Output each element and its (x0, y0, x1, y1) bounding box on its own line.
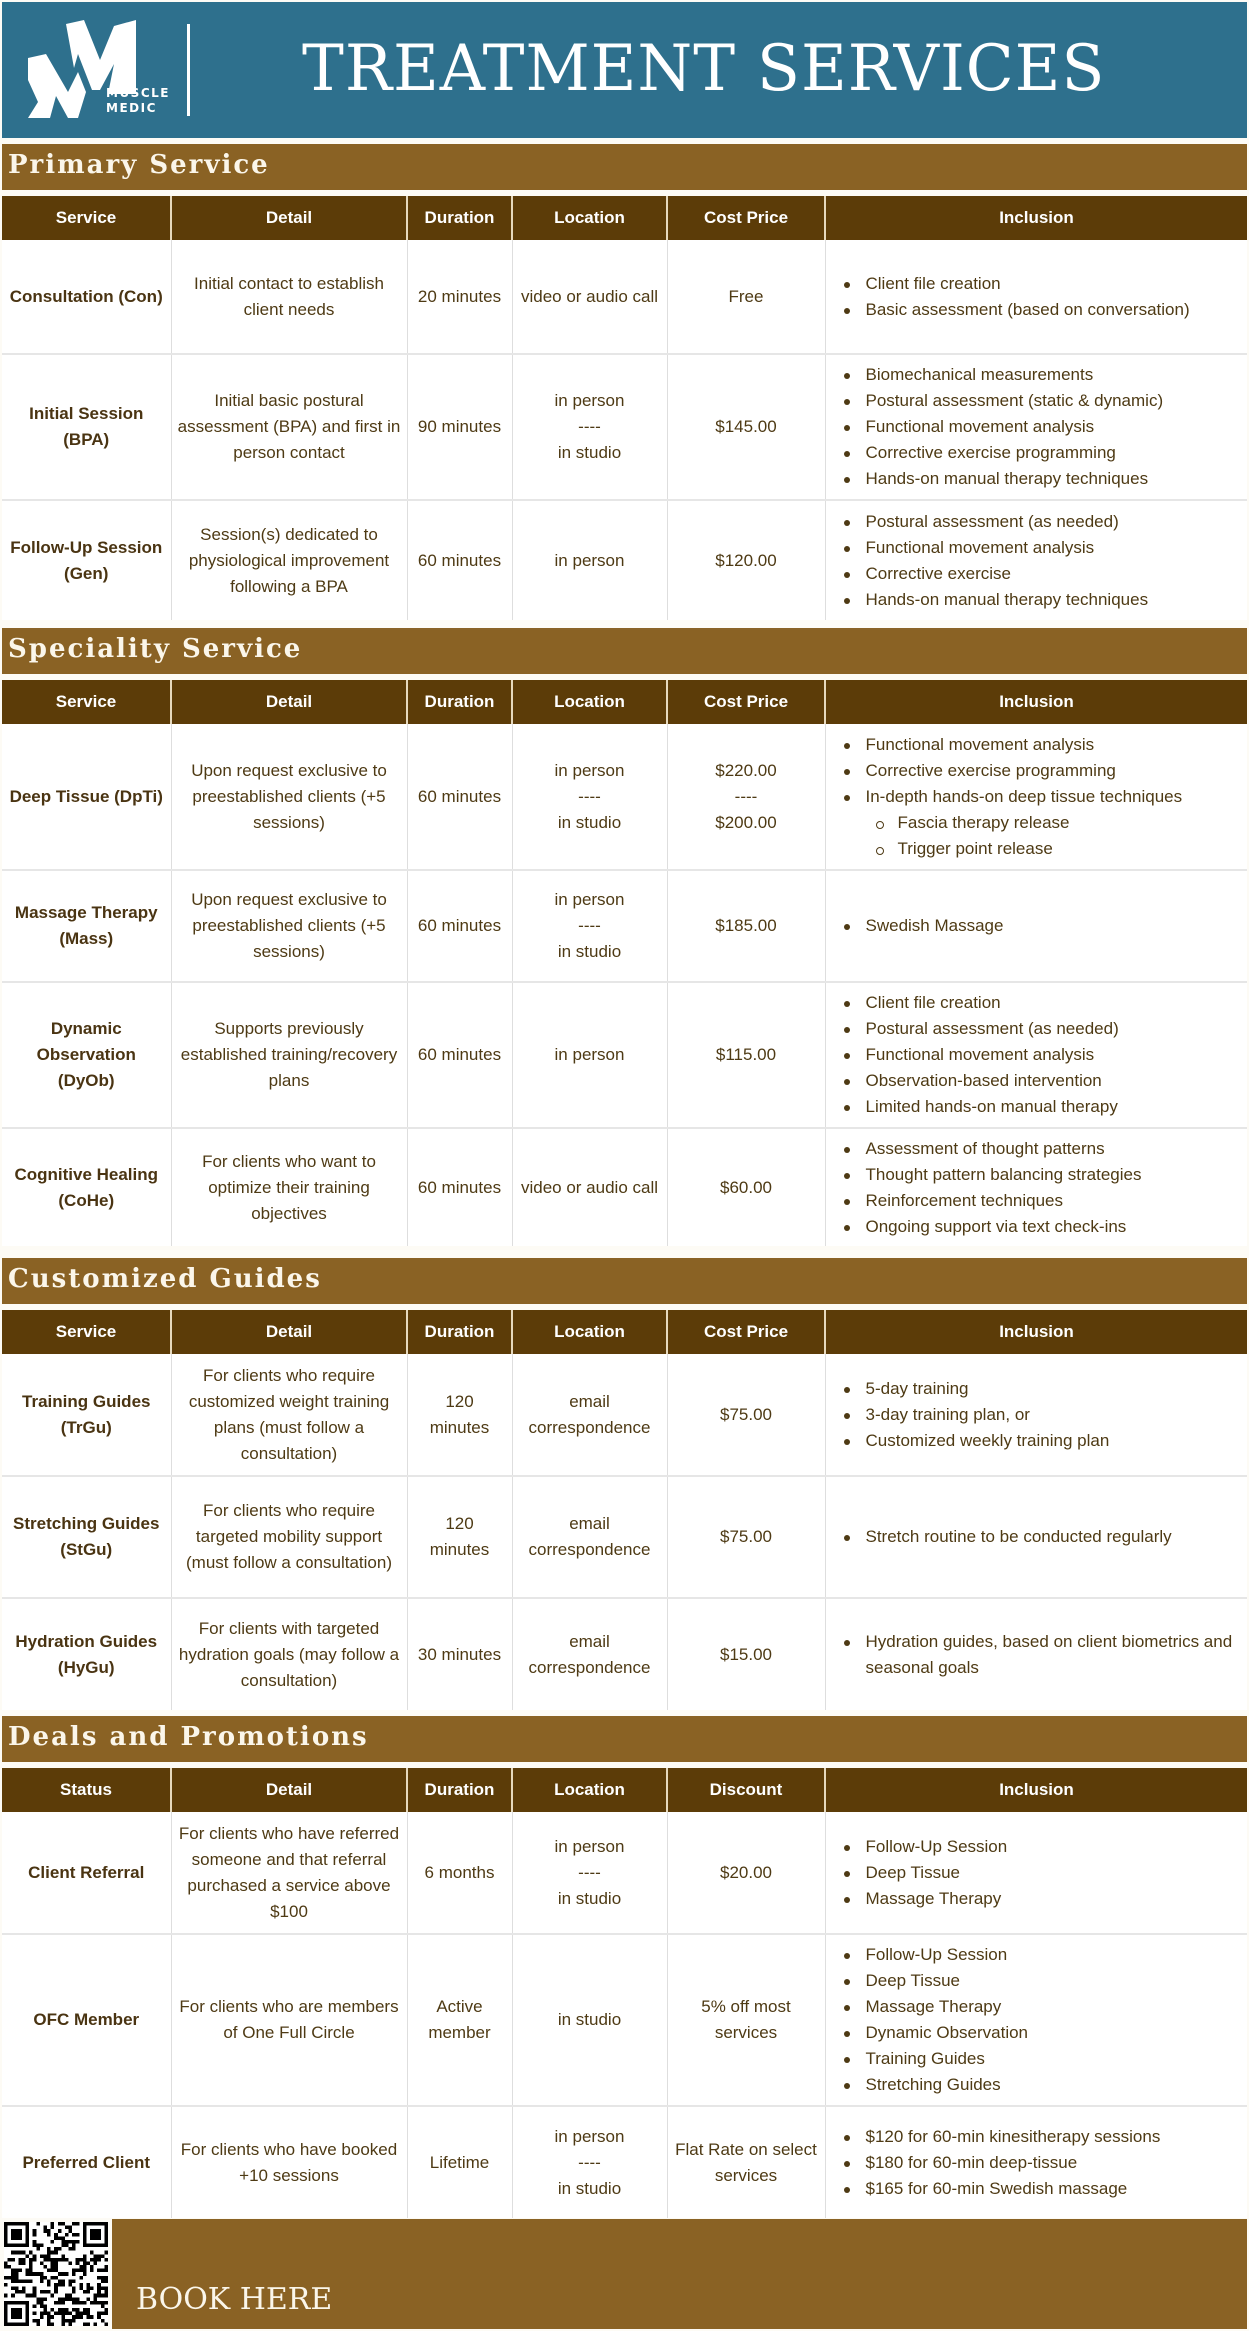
inclusion-item: Client file creation (840, 990, 1242, 1016)
location-line: video or audio call (520, 1177, 659, 1197)
service-name: OFC Member (2, 1934, 171, 2106)
inclusion-item: 5-day training (840, 1376, 1242, 1402)
location-line: in person (554, 1045, 625, 1064)
services-table (2, 1310, 1247, 1710)
services-table (2, 680, 1247, 1246)
location-line: ---- (578, 1862, 601, 1882)
inclusion-item: Stretching Guides (840, 2072, 1242, 2098)
location-line: in person (554, 2126, 625, 2146)
location-line: in person (554, 550, 625, 570)
services-table (2, 1768, 1247, 2218)
table-row (2, 870, 1247, 982)
inclusion-item: Functional movement analysis (840, 535, 1242, 561)
inclusion-list (840, 1629, 1242, 1681)
location-line: in studio (557, 1888, 622, 1908)
location-line: in studio (557, 443, 622, 462)
table-row (2, 1128, 1247, 1246)
column-header: Detail (171, 196, 407, 240)
column-header: Location (512, 196, 667, 240)
location-line: email correspondence (528, 1514, 651, 1559)
inclusion-list (840, 732, 1242, 862)
location-line: in person (554, 890, 625, 909)
location-line: email correspondence (528, 1631, 651, 1677)
service-price (667, 982, 825, 1128)
inclusion-item: Reinforcement techniques (840, 1188, 1242, 1214)
service-price (667, 2106, 825, 2218)
inclusion-list (840, 990, 1242, 1120)
service-location (512, 1128, 667, 1246)
service-name: Cognitive Healing (CoHe) (2, 1128, 171, 1246)
column-header: Duration (407, 1310, 512, 1354)
service-location (512, 1354, 667, 1476)
column-header: Inclusion (825, 196, 1247, 240)
inclusion-item: Corrective exercise programming (840, 440, 1242, 466)
service-name: Dynamic Observation (DyOb) (2, 982, 171, 1128)
inclusion-list (840, 1834, 1242, 1912)
inclusion-item: Observation-based intervention (840, 1068, 1242, 1094)
inclusion-item: Follow-Up Session (840, 1834, 1242, 1860)
inclusion-item: Hydration guides, based on client biometrics and seasonal goals (840, 1629, 1242, 1681)
price-line: Free (728, 286, 764, 306)
column-header: Location (512, 1768, 667, 1812)
inclusion-subitem: Fascia therapy release (840, 810, 1242, 836)
inclusion-item: Functional movement analysis (840, 414, 1242, 440)
service-location (512, 1812, 667, 1934)
section-title: Customized Guides (8, 1264, 322, 1294)
service-duration: 30 minutes (407, 1598, 512, 1710)
column-header: Duration (407, 1768, 512, 1812)
location-line: in person (554, 1836, 625, 1856)
price-line: $60.00 (720, 1177, 772, 1197)
book-here-banner[interactable] (112, 2219, 1247, 2329)
service-location (512, 724, 667, 870)
column-header: Detail (171, 1310, 407, 1354)
table-row (2, 354, 1247, 500)
service-detail: For clients who require customized weight training plans (must follow a consultation) (171, 1354, 407, 1476)
location-line: video or audio call (520, 286, 659, 306)
location-line: in studio (557, 2010, 622, 2029)
service-inclusions (825, 2106, 1247, 2218)
column-header: Inclusion (825, 1310, 1247, 1354)
service-detail: For clients who have booked +10 sessions (171, 2106, 407, 2218)
service-detail: Initial basic postural assessment (BPA) and first in person contact (171, 354, 407, 500)
price-line: $185.00 (715, 916, 777, 935)
column-header: Location (512, 680, 667, 724)
service-location (512, 500, 667, 620)
section-title-bar (2, 1258, 1247, 1304)
column-header: Service (2, 1310, 171, 1354)
service-price (667, 724, 825, 870)
logo-divider (187, 24, 190, 116)
service-name: Hydration Guides (HyGu) (2, 1598, 171, 1710)
column-header: Status (2, 1768, 171, 1812)
inclusion-item: Swedish Massage (840, 913, 1242, 939)
service-location (512, 1934, 667, 2106)
service-name: Consultation (Con) (2, 240, 171, 354)
location-line: in studio (557, 2178, 622, 2198)
brand-line-2: MEDIC (106, 101, 157, 115)
service-price (667, 240, 825, 354)
price-line: $200.00 (715, 812, 777, 832)
service-detail: For clients who require targeted mobility support (must follow a consultation) (171, 1476, 407, 1598)
inclusion-list (840, 509, 1242, 613)
service-location (512, 240, 667, 354)
price-line: $75.00 (720, 1527, 772, 1546)
price-line: $75.00 (720, 1404, 772, 1424)
service-duration: 60 minutes (407, 500, 512, 620)
service-detail: For clients with targeted hydration goals (may follow a consultation) (171, 1598, 407, 1710)
service-inclusions (825, 870, 1247, 982)
table-row (2, 1354, 1247, 1476)
column-header: Location (512, 1310, 667, 1354)
column-header: Inclusion (825, 1768, 1247, 1812)
service-price (667, 1598, 825, 1710)
location-line: ---- (578, 417, 601, 436)
column-header: Cost Price (667, 680, 825, 724)
inclusion-item: Hands-on manual therapy techniques (840, 587, 1242, 613)
inclusion-item: Ongoing support via text check-ins (840, 1214, 1242, 1240)
inclusion-item: In-depth hands-on deep tissue techniques (840, 784, 1242, 810)
book-here-link[interactable]: BOOK HERE (136, 2282, 333, 2317)
inclusion-item: Thought pattern balancing strategies (840, 1162, 1242, 1188)
price-line: Flat Rate on select services (675, 2139, 817, 2185)
inclusion-item: Assessment of thought patterns (840, 1136, 1242, 1162)
service-duration: 60 minutes (407, 1128, 512, 1246)
inclusion-list (840, 1942, 1242, 2098)
column-header: Cost Price (667, 196, 825, 240)
price-line: 5% off most services (701, 1997, 791, 2042)
section-title: Primary Service (8, 150, 270, 180)
service-detail: For clients who want to optimize their training objectives (171, 1128, 407, 1246)
table-row (2, 2106, 1247, 2218)
table-header-row (2, 196, 1247, 240)
service-inclusions (825, 1598, 1247, 1710)
column-header: Duration (407, 196, 512, 240)
inclusion-item: Postural assessment (static & dynamic) (840, 388, 1242, 414)
location-line: ---- (578, 916, 601, 935)
service-price (667, 1812, 825, 1934)
column-header: Discount (667, 1768, 825, 1812)
inclusion-subitem: Trigger point release (840, 836, 1242, 862)
inclusion-list (840, 362, 1242, 492)
table-header-row (2, 1310, 1247, 1354)
table-row (2, 500, 1247, 620)
service-duration: 6 months (407, 1812, 512, 1934)
service-name: Stretching Guides (StGu) (2, 1476, 171, 1598)
location-line: ---- (578, 2152, 601, 2172)
service-price (667, 1934, 825, 2106)
service-duration: 120 minutes (407, 1476, 512, 1598)
price-line: $20.00 (720, 1862, 772, 1882)
service-name: Follow-Up Session (Gen) (2, 500, 171, 620)
location-line: in studio (557, 942, 622, 961)
inclusion-item: Corrective exercise programming (840, 758, 1242, 784)
price-line: $15.00 (720, 1644, 772, 1664)
service-detail: Supports previously established training/recovery plans (171, 982, 407, 1128)
service-price (667, 1354, 825, 1476)
service-inclusions (825, 1812, 1247, 1934)
inclusion-list (840, 271, 1242, 323)
inclusion-item: Biomechanical measurements (840, 362, 1242, 388)
inclusion-item: Postural assessment (as needed) (840, 509, 1242, 535)
brand-line-1: MUSCLE (106, 86, 170, 100)
service-duration: 60 minutes (407, 724, 512, 870)
inclusion-item: $165 for 60-min Swedish massage (840, 2176, 1242, 2202)
location-line: in person (554, 760, 625, 780)
column-header: Service (2, 196, 171, 240)
service-name: Initial Session (BPA) (2, 354, 171, 500)
inclusion-item: Deep Tissue (840, 1968, 1242, 1994)
service-location (512, 1598, 667, 1710)
table-row (2, 240, 1247, 354)
service-location (512, 870, 667, 982)
service-detail: Upon request exclusive to preestablished clients (+5 sessions) (171, 870, 407, 982)
service-duration: 60 minutes (407, 982, 512, 1128)
table-row (2, 1598, 1247, 1710)
table-row (2, 1934, 1247, 2106)
inclusion-item: 3-day training plan, or (840, 1402, 1242, 1428)
inclusion-list (840, 1376, 1242, 1454)
service-name: Client Referral (2, 1812, 171, 1934)
section-title: Deals and Promotions (8, 1722, 369, 1752)
table-row (2, 982, 1247, 1128)
inclusion-item: Follow-Up Session (840, 1942, 1242, 1968)
inclusion-item: $180 for 60-min deep-tissue (840, 2150, 1242, 2176)
service-detail: Session(s) dedicated to physiological improvement following a BPA (171, 500, 407, 620)
column-header: Detail (171, 680, 407, 724)
service-price (667, 1476, 825, 1598)
section-title-bar (2, 144, 1247, 190)
service-detail: Upon request exclusive to preestablished clients (+5 sessions) (171, 724, 407, 870)
table-row (2, 1476, 1247, 1598)
inclusion-item: Limited hands-on manual therapy (840, 1094, 1242, 1120)
column-header: Cost Price (667, 1310, 825, 1354)
service-duration: 120 minutes (407, 1354, 512, 1476)
price-line: $220.00 (715, 760, 777, 780)
service-price (667, 1128, 825, 1246)
inclusion-item: Hands-on manual therapy techniques (840, 466, 1242, 492)
inclusion-item: $120 for 60-min kinesitherapy sessions (840, 2124, 1242, 2150)
column-header: Duration (407, 680, 512, 724)
inclusion-item: Functional movement analysis (840, 1042, 1242, 1068)
inclusion-item: Massage Therapy (840, 1994, 1242, 2020)
inclusion-item: Massage Therapy (840, 1886, 1242, 1912)
service-inclusions (825, 1476, 1247, 1598)
price-line: $115.00 (715, 1045, 777, 1064)
inclusion-item: Corrective exercise (840, 561, 1242, 587)
services-table (2, 196, 1247, 620)
service-duration: 90 minutes (407, 354, 512, 500)
section-title: Speciality Service (8, 634, 303, 664)
price-line: $120.00 (715, 550, 777, 570)
service-name: Massage Therapy (Mass) (2, 870, 171, 982)
service-inclusions (825, 240, 1247, 354)
service-duration: Lifetime (407, 2106, 512, 2218)
inclusion-item: Functional movement analysis (840, 732, 1242, 758)
service-inclusions (825, 724, 1247, 870)
service-location (512, 354, 667, 500)
inclusion-item: Training Guides (840, 2046, 1242, 2072)
inclusion-item: Customized weekly training plan (840, 1428, 1242, 1454)
service-location (512, 1476, 667, 1598)
inclusion-item: Dynamic Observation (840, 2020, 1242, 2046)
service-detail: For clients who are members of One Full Circle (171, 1934, 407, 2106)
table-header-row (2, 1768, 1247, 1812)
service-inclusions (825, 982, 1247, 1128)
inclusion-item: Client file creation (840, 271, 1242, 297)
section-title-bar (2, 628, 1247, 674)
table-header-row (2, 680, 1247, 724)
service-duration: 20 minutes (407, 240, 512, 354)
inclusion-item: Postural assessment (as needed) (840, 1016, 1242, 1042)
service-detail: For clients who have referred someone and that referral purchased a service above $100 (171, 1812, 407, 1934)
section-title-bar (2, 1716, 1247, 1762)
service-inclusions (825, 1934, 1247, 2106)
price-line: $145.00 (715, 417, 777, 436)
location-line: ---- (578, 786, 601, 806)
column-header: Inclusion (825, 680, 1247, 724)
inclusion-item: Stretch routine to be conducted regularly (840, 1524, 1242, 1550)
service-inclusions (825, 1128, 1247, 1246)
inclusion-list (840, 2124, 1242, 2202)
service-name: Preferred Client (2, 2106, 171, 2218)
column-header: Detail (171, 1768, 407, 1812)
column-header: Service (2, 680, 171, 724)
table-row (2, 1812, 1247, 1934)
service-price (667, 870, 825, 982)
location-line: in studio (557, 812, 622, 832)
location-line: in person (554, 391, 625, 410)
price-line: ---- (734, 786, 758, 806)
qr-code-icon[interactable] (4, 2222, 108, 2326)
service-name: Training Guides (TrGu) (2, 1354, 171, 1476)
brand-name (106, 86, 170, 116)
service-duration: Active member (407, 1934, 512, 2106)
inclusion-list (840, 1136, 1242, 1240)
service-price (667, 354, 825, 500)
page-title: TREATMENT SERVICES (302, 32, 1106, 106)
inclusion-item: Deep Tissue (840, 1860, 1242, 1886)
location-line: email correspondence (528, 1391, 651, 1437)
service-inclusions (825, 354, 1247, 500)
page-header (2, 2, 1247, 138)
service-location (512, 982, 667, 1128)
inclusion-list (840, 1524, 1242, 1550)
service-inclusions (825, 1354, 1247, 1476)
inclusion-item: Basic assessment (based on conversation) (840, 297, 1242, 323)
table-row (2, 724, 1247, 870)
service-price (667, 500, 825, 620)
service-name: Deep Tissue (DpTi) (2, 724, 171, 870)
inclusion-list (840, 913, 1242, 939)
service-location (512, 2106, 667, 2218)
service-duration: 60 minutes (407, 870, 512, 982)
service-inclusions (825, 500, 1247, 620)
service-detail: Initial contact to establish client needs (171, 240, 407, 354)
